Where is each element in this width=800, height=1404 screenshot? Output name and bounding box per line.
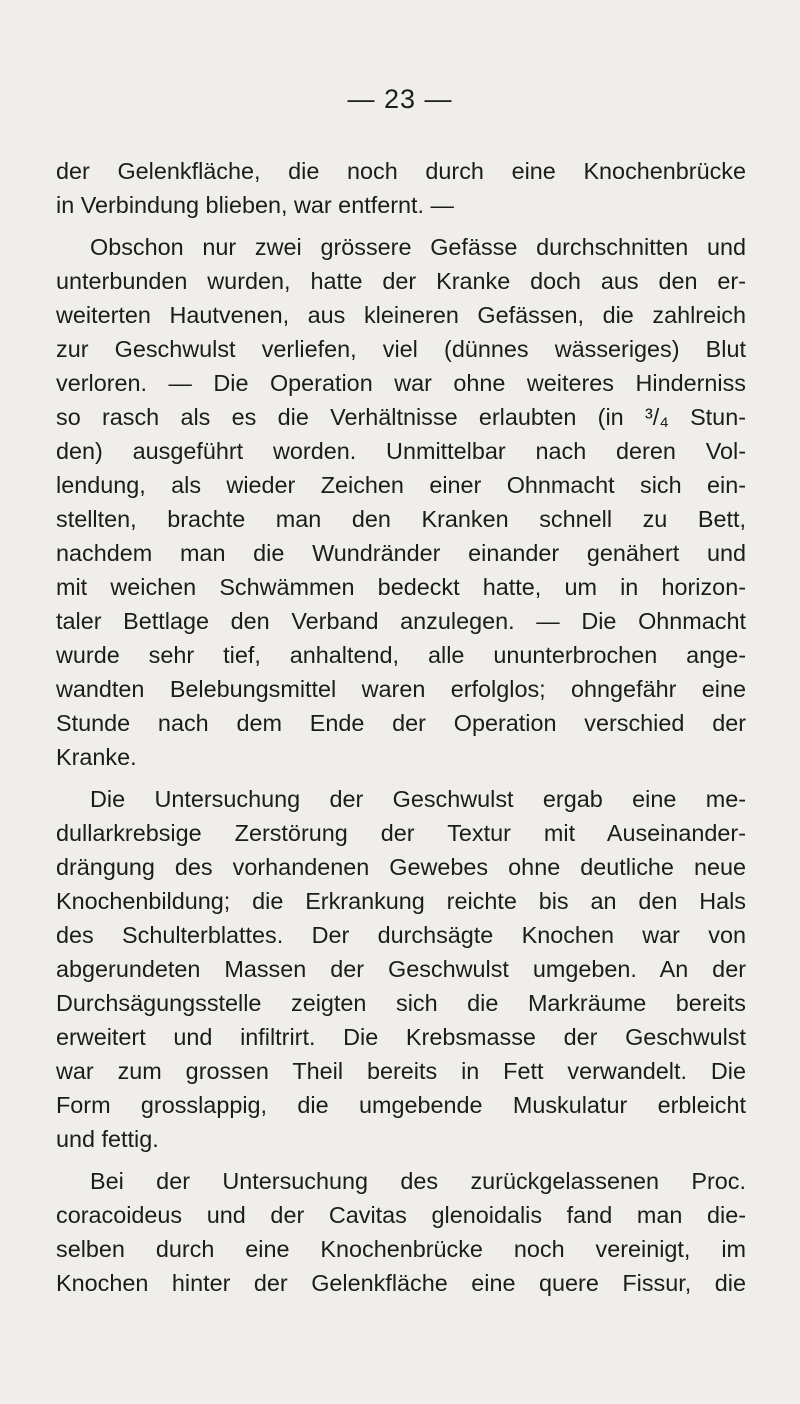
text-line: in Verbindung blieben, war entfernt. —: [56, 192, 454, 218]
text-line: wandten Belebungsmittel waren erfolglos; ohngefähr eine: [56, 676, 746, 702]
text-line: erweitert und infiltrirt. Die Krebsmasse der Geschwulst: [56, 1024, 746, 1050]
text-line: Obschon nur zwei grössere Gefässe durchschnitten und: [90, 234, 746, 260]
text-line: stellten, brachte man den Kranken schnell zu Bett,: [56, 506, 746, 532]
page-number: — 23 —: [347, 84, 453, 114]
body-text: [56, 154, 746, 1300]
text-line: drängung des vorhandenen Gewebes ohne deutliche neue: [56, 854, 746, 880]
text-line: und fettig.: [56, 1126, 159, 1152]
paragraph: [56, 154, 746, 222]
text-line: des Schulterblattes. Der durchsägte Knochen war von: [56, 922, 746, 948]
text-line: nachdem man die Wundränder einander genähert und: [56, 540, 746, 566]
text-line: mit weichen Schwämmen bedeckt hatte, um in horizon-: [56, 574, 746, 600]
text-line: den) ausgeführt worden. Unmittelbar nach deren Vol-: [56, 438, 746, 464]
text-line: Durchsägungsstelle zeigten sich die Markräume bereits: [56, 990, 746, 1016]
paragraph-gap: [56, 774, 746, 782]
text-line: taler Bettlage den Verband anzulegen. — Die Ohnmacht: [56, 608, 746, 634]
text-line: lendung, als wieder Zeichen einer Ohnmacht sich ein-: [56, 472, 746, 498]
paragraph-gap: [56, 1156, 746, 1164]
text-line: Bei der Untersuchung des zurückgelassenen Proc.: [90, 1168, 746, 1194]
text-line: coracoideus und der Cavitas glenoidalis fand man die-: [56, 1202, 746, 1228]
paragraph-gap: [56, 222, 746, 230]
text-line: verloren. — Die Operation war ohne weiteres Hinderniss: [56, 370, 746, 396]
text-line: war zum grossen Theil bereits in Fett verwandelt. Die: [56, 1058, 746, 1084]
text-line: Knochen hinter der Gelenkfläche eine quere Fissur, die: [56, 1270, 746, 1296]
text-line: Stunde nach dem Ende der Operation verschied der: [56, 710, 746, 736]
paragraph: [56, 1164, 746, 1300]
text-line: weiterten Hautvenen, aus kleineren Gefässen, die zahlreich: [56, 302, 746, 328]
text-line: der Gelenkfläche, die noch durch eine Knochenbrücke: [56, 158, 746, 184]
text-line: Die Untersuchung der Geschwulst ergab eine me-: [90, 786, 746, 812]
text-line: Form grosslappig, die umgebende Muskulatur erbleicht: [56, 1092, 746, 1118]
text-line: unterbunden wurden, hatte der Kranke doch aus den er-: [56, 268, 746, 294]
paragraph: [56, 230, 746, 774]
text-line: zur Geschwulst verliefen, viel (dünnes wässeriges) Blut: [56, 336, 746, 362]
text-line: Kranke.: [56, 744, 137, 770]
text-line: Knochenbildung; die Erkrankung reichte bis an den Hals: [56, 888, 746, 914]
paragraph: [56, 782, 746, 1156]
text-line: abgerundeten Massen der Geschwulst umgeben. An der: [56, 956, 746, 982]
text-line: wurde sehr tief, anhaltend, alle ununterbrochen ange-: [56, 642, 746, 668]
text-line: selben durch eine Knochenbrücke noch vereinigt, im: [56, 1236, 746, 1262]
text-line: dullarkrebsige Zerstörung der Textur mit Auseinander-: [56, 820, 746, 846]
text-line: so rasch als es die Verhältnisse erlaubten (in ³/₄ Stun-: [56, 404, 746, 430]
